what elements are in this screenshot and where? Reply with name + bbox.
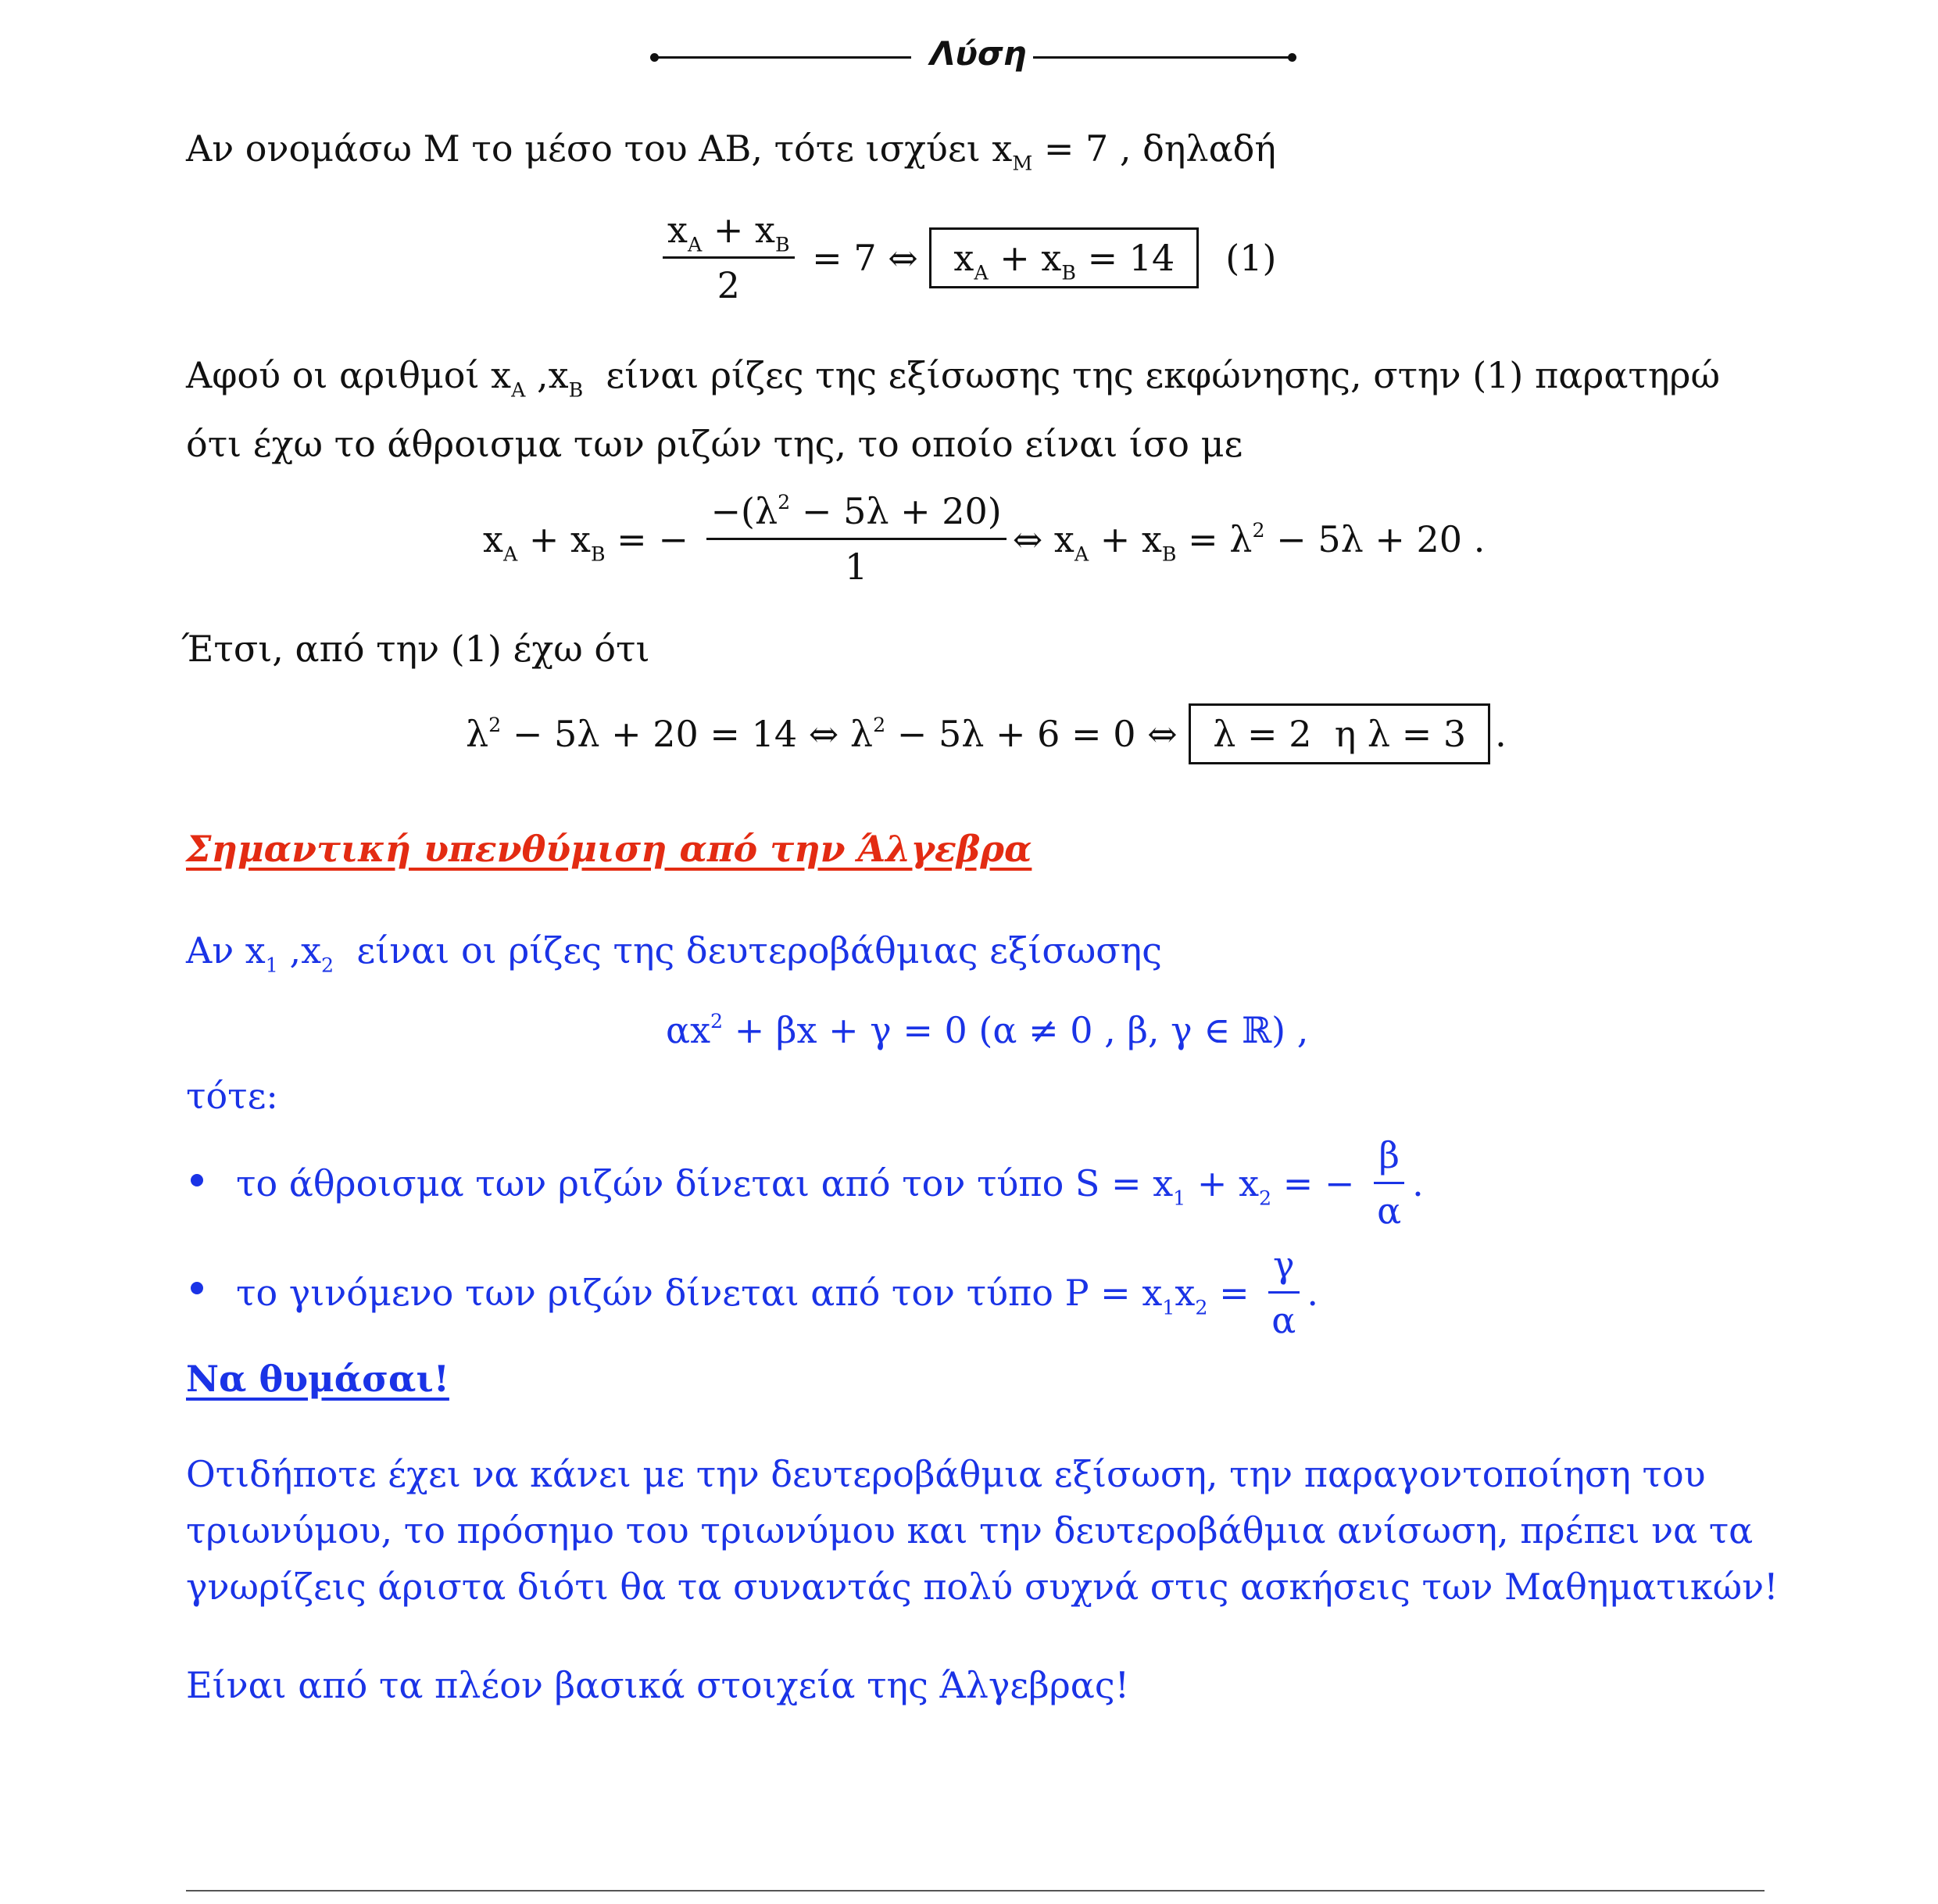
reminder-intro: Αν $x_1$ $,x_2$ είναι οι ρίζες της δευτεροβάθμιας εξίσωσης <box>186 929 1162 977</box>
bullet-product <box>191 1282 203 1294</box>
remember-line-3: γνωρίζεις άριστα διότι θα τα συναντάς πολύ συχνά στις ασκήσεις των Μαθηματικών! <box>186 1566 1779 1608</box>
roots-paragraph-line1: Αφού οι αριθμοί $x_A$ $,x_B$ είναι ρίζες της εξίσωσης της εκφώνησης, στην (1) παρατηρώ <box>186 354 1720 402</box>
product-fraction: $\frac{\gamma}{\alpha}$ <box>1267 1241 1300 1344</box>
sum-formula: το άθροισμα των ριζών δίνεται από τον τύπο $S = x_1 + x_2$ = − $\frac{\beta}{\alpha}$ . <box>236 1132 1424 1234</box>
remember-line-1: Οτιδήποτε έχει να κάνει με την δευτεροβάθμια εξίσωση, την παραγοντοποίηση του <box>186 1453 1706 1495</box>
vieta-fraction: $\frac{-(\lambda^2 - 5\lambda + 20)}{1}$ <box>706 488 1007 590</box>
lambda-result-box: λ = 2 η λ = 3 <box>1189 703 1490 764</box>
quadratic-equation: $\alpha x^2 + \beta x + \gamma = 0$ (α ≠ 0 , β, γ ∈ ℝ) , <box>666 1009 1309 1051</box>
footer-rule <box>186 1890 1765 1891</box>
sum-fraction: $\frac{\beta}{\alpha}$ <box>1372 1132 1406 1234</box>
equation-tag: (1) <box>1225 236 1277 279</box>
therefore-paragraph: Έτσι, από την (1) έχω ότι <box>181 628 650 670</box>
product-formula: το γινόμενο των ριζών δίνεται από τον τύπο $P = x_1x_2$ = $\frac{\gamma}{\alpha}$ . <box>236 1241 1318 1344</box>
closing-line: Είναι από τα πλέον βασικά στοιχεία της Άλγεβρας! <box>186 1664 1130 1706</box>
roots-paragraph-line2: ότι έχω το άθροισμα των ριζών της, το οποίο είναι ίσο με <box>186 423 1243 465</box>
lambda-equation: $\lambda^2 - 5\lambda + 20 = 14$ ⇔ $\lambda^2 - 5\lambda + 6 = 0$ ⇔ λ = 2 η λ = 3 . <box>466 703 1507 764</box>
remember-line-2: τριωνύμου, το πρόσημο του τριωνύμου και την δευτεροβάθμια ανίσωση, πρέπει να τα <box>186 1509 1754 1551</box>
header-right-rule <box>1033 56 1293 59</box>
midpoint-fraction: $\frac{x_A + x_B}{2}$ <box>663 206 795 309</box>
midpoint-paragraph: Αν ονομάσω Μ το μέσο του ΑΒ, τότε ισχύει $x_M = 7$ , δηλαδή <box>186 127 1276 175</box>
midpoint-equation: $\frac{x_A + x_B}{2}$ = 7 ⇔ $x_A + x_B = 14$ (1) <box>656 206 1276 309</box>
remember-heading: Να θυμάσαι! <box>186 1358 449 1400</box>
bullet-sum <box>191 1174 203 1186</box>
sum-result-box: $x_A + x_B = 14$ <box>929 227 1199 288</box>
vieta-sum-equation: $x_A + x_B$ = − $\frac{-(\lambda^2 - 5\lambda + 20)}{1}$ ⇔ $x_A + x_B = \lambda^2 - 5\lambda + 20$ . <box>483 488 1485 590</box>
then-label: τότε: <box>186 1075 278 1117</box>
solution-heading: Λύση <box>930 34 1027 73</box>
reminder-heading: Σημαντική υπενθύμιση από την Άλγεβρα <box>186 828 1032 870</box>
header-right-dot <box>1288 53 1296 62</box>
header-left-rule <box>653 56 911 59</box>
